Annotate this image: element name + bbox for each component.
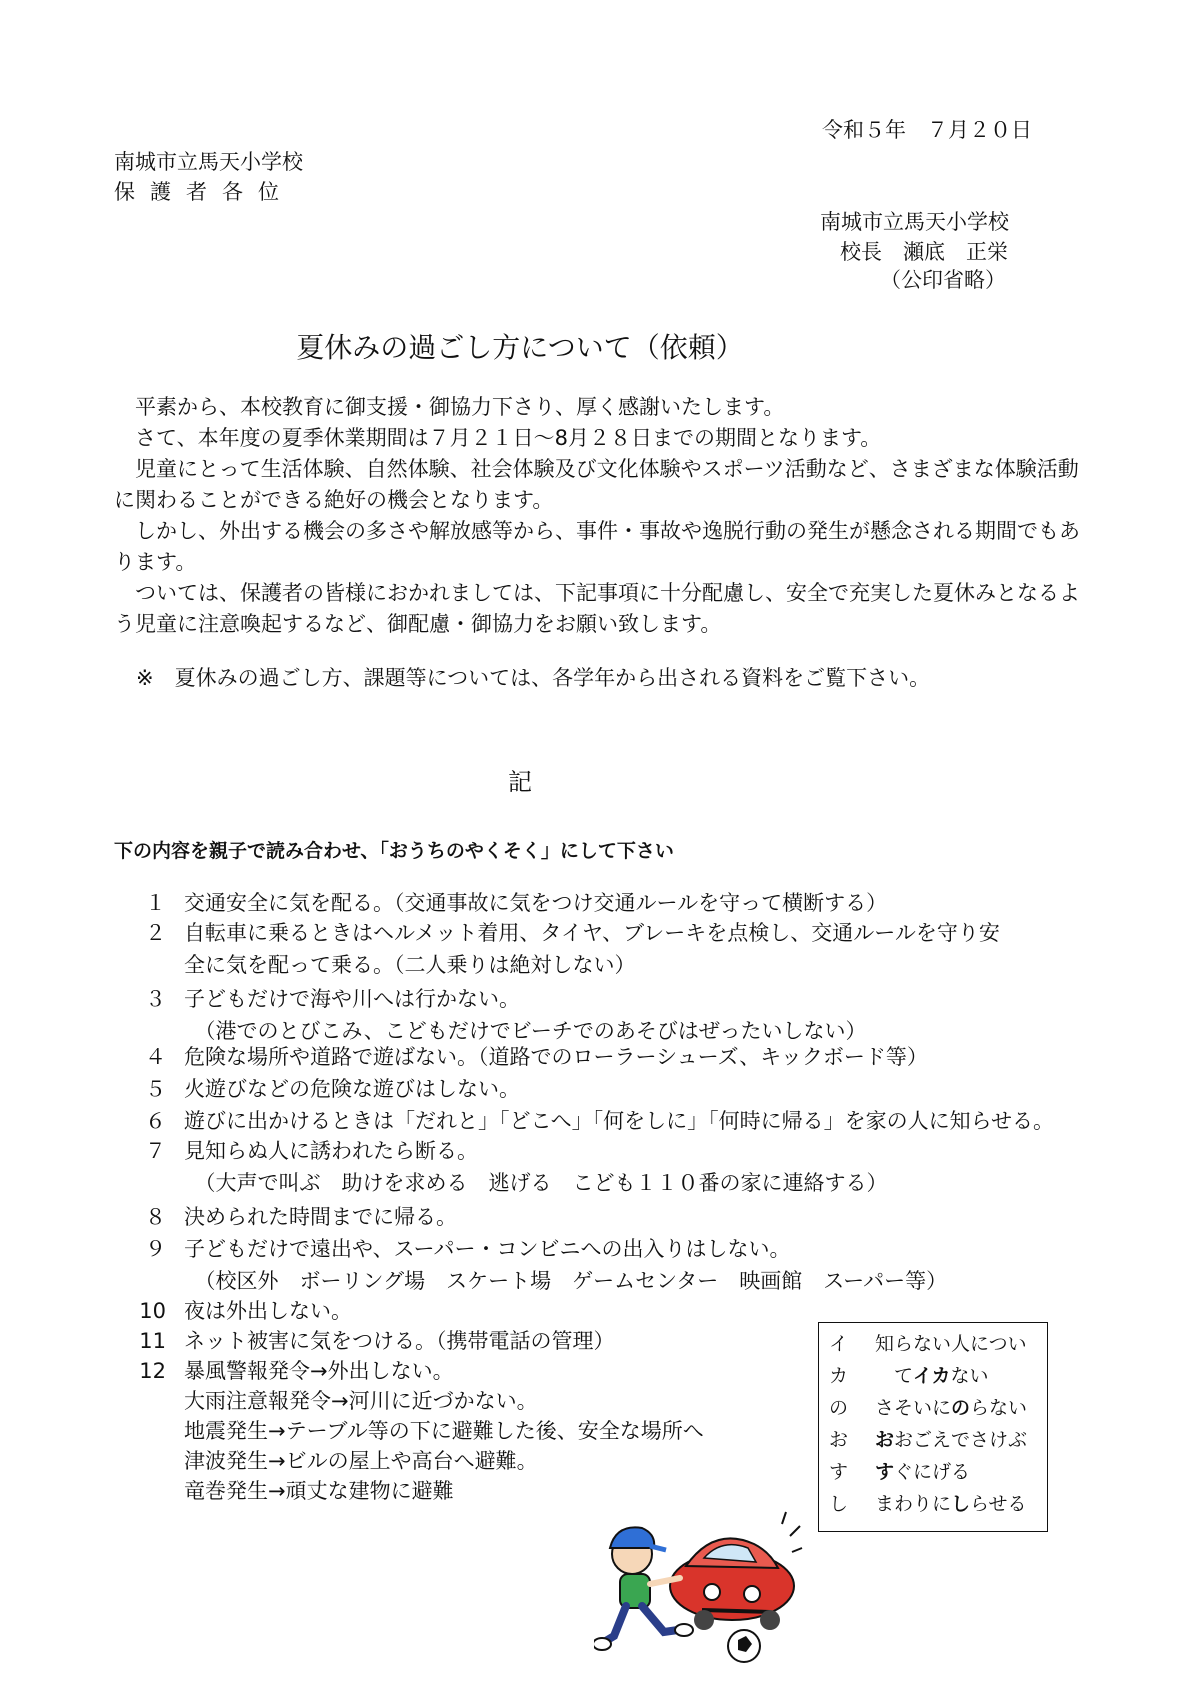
- mnemonic-key: お: [829, 1429, 849, 1451]
- sender-school: 南城市立馬天小学校: [820, 210, 1009, 234]
- rule-text: 危険な場所や道路で遊ばない。（道路でのローラーシューズ、キックボード等）: [184, 1045, 928, 1069]
- body-paragraph: ついては、保護者の皆様におかれましては、下記事項に十分配慮し、安全で充実した夏休みとなるよう児童に注意喚起するなど、御配慮・御協力をお願い致します。: [114, 581, 1080, 636]
- mnemonic-text: おごえでさけぶ: [894, 1429, 1028, 1451]
- rule-text: 夜は外出しない。: [184, 1299, 352, 1323]
- mnemonic-text: ぐにげる: [894, 1461, 971, 1483]
- document-title: 夏休みの過ごし方について（依頼）: [296, 331, 744, 364]
- rule-number: 11: [139, 1329, 166, 1353]
- mnemonic-row: [829, 1459, 970, 1485]
- body-paragraph: さて、本年度の夏季休業期間は７月２１日～8月２８日までの期間となります。: [114, 426, 882, 450]
- mnemonic-emphasis: の: [951, 1397, 971, 1419]
- mnemonic-emphasis: お: [875, 1429, 895, 1451]
- document-date: 令和５年 ７月２０日: [822, 118, 1032, 142]
- rule-text: 地震発生→テーブル等の下に避難した後、安全な場所へ: [184, 1419, 704, 1443]
- mnemonic-row: [829, 1331, 1027, 1357]
- mnemonic-row: [829, 1363, 988, 1389]
- ikanosushi-box: [818, 1322, 1048, 1532]
- rule-number: ２: [145, 921, 166, 945]
- mnemonic-text: まわりに: [875, 1493, 952, 1515]
- mnemonic-emphasis: イカ: [913, 1365, 951, 1387]
- mnemonic-key: の: [829, 1397, 849, 1419]
- rule-text: ネット被害に気をつける。（携帯電話の管理）: [184, 1329, 615, 1353]
- rule-text: 大雨注意報発令→河川に近づかない。: [184, 1389, 538, 1413]
- mnemonic-row: [829, 1395, 1027, 1421]
- rule-text: （校区外 ボーリング場 スケート場 ゲームセンター 映画館 スーパー等）: [184, 1269, 948, 1293]
- rule-text: 子どもだけで海や川へは行かない。: [184, 987, 520, 1011]
- rule-text: 全に気を配って乗る。（二人乗りは絶対しない）: [184, 953, 636, 977]
- rule-text: 見知らぬ人に誘われたら断る。: [184, 1139, 478, 1163]
- rule-text: 津波発生→ビルの屋上や高台へ避難。: [184, 1449, 538, 1473]
- mnemonic-key: す: [829, 1461, 849, 1483]
- rule-number: 12: [139, 1359, 166, 1383]
- child-kicking-ball-car-icon: [594, 1496, 804, 1674]
- body-paragraph: 平素から、本校教育に御支援・御協力下さり、厚く感謝いたします。: [114, 395, 785, 419]
- mnemonic-key: イ: [829, 1333, 849, 1355]
- mnemonic-text: らない: [970, 1397, 1028, 1419]
- rule-text: （港でのとびこみ、こどもだけでビーチでのあそびはぜったいしない）: [184, 1019, 867, 1043]
- ki-heading: 記: [508, 768, 532, 796]
- rule-text: 子どもだけで遠出や、スーパー・コンビニへの出入りはしない。: [184, 1237, 791, 1261]
- rule-number: 10: [139, 1299, 166, 1323]
- rule-text: 暴風警報発令→外出しない。: [184, 1359, 454, 1383]
- rule-number: １: [145, 891, 166, 915]
- seal-note: （公印省略）: [880, 268, 1006, 292]
- mnemonic-key: し: [829, 1493, 849, 1515]
- mnemonic-row: [829, 1427, 1027, 1453]
- mnemonic-text: らせる: [970, 1493, 1027, 1515]
- rule-text: 竜巻発生→頑丈な建物に避難: [184, 1479, 454, 1503]
- note: ※ 夏休みの過ごし方、課題等については、各学年から出される資料をご覧下さい。: [136, 666, 931, 690]
- rule-number: ７: [145, 1139, 166, 1163]
- mnemonic-text: て: [875, 1365, 914, 1387]
- mnemonic-text: さそいに: [875, 1397, 952, 1419]
- body-paragraph: 児童にとって生活体験、自然体験、社会体験及び文化体験やスポーツ活動など、さまざまな体験活動に関わることができる絶好の機会となります。: [114, 457, 1079, 512]
- mnemonic-emphasis: す: [875, 1461, 895, 1483]
- rule-number: ３: [145, 987, 166, 1011]
- sender-name: 校長 瀬底 正栄: [840, 240, 1008, 264]
- rule-number: ４: [145, 1045, 166, 1069]
- rule-number: ８: [145, 1205, 166, 1229]
- mnemonic-text: 知らない人につい: [875, 1333, 1027, 1355]
- subheading: 下の内容を親子で読み合わせ、「おうちのやくそく」にして下さい: [114, 840, 674, 862]
- rule-text: 決められた時間までに帰る。: [184, 1205, 457, 1229]
- rule-text: 遊びに出かけるときは「だれと」「どこへ」「何をしに」「何時に帰る」を家の人に知らせる。: [184, 1109, 1055, 1133]
- recipient-title: 保護者各位: [114, 180, 294, 204]
- rule-number: ９: [145, 1237, 166, 1261]
- mnemonic-key: カ: [829, 1365, 849, 1387]
- rule-number: ５: [145, 1077, 166, 1101]
- mnemonic-row: [829, 1491, 1026, 1517]
- rule-text: 火遊びなどの危険な遊びはしない。: [184, 1077, 520, 1101]
- recipient-school: 南城市立馬天小学校: [114, 150, 303, 174]
- rule-text: （大声で叫ぶ 助けを求める 逃げる こども１１０番の家に連絡する）: [184, 1171, 888, 1195]
- rule-text: 交通安全に気を配る。（交通事故に気をつけ交通ルールを守って横断する）: [184, 891, 888, 915]
- body-paragraph: しかし、外出する機会の多さや解放感等から、事件・事故や逸脱行動の発生が懸念される期間でもあります。: [114, 519, 1080, 574]
- mnemonic-text: ない: [950, 1365, 989, 1387]
- rule-text: 自転車に乗るときはヘルメット着用、タイヤ、ブレーキを点検し、交通ルールを守り安: [184, 921, 1000, 945]
- mnemonic-emphasis: し: [951, 1493, 971, 1515]
- rule-number: ６: [145, 1109, 166, 1133]
